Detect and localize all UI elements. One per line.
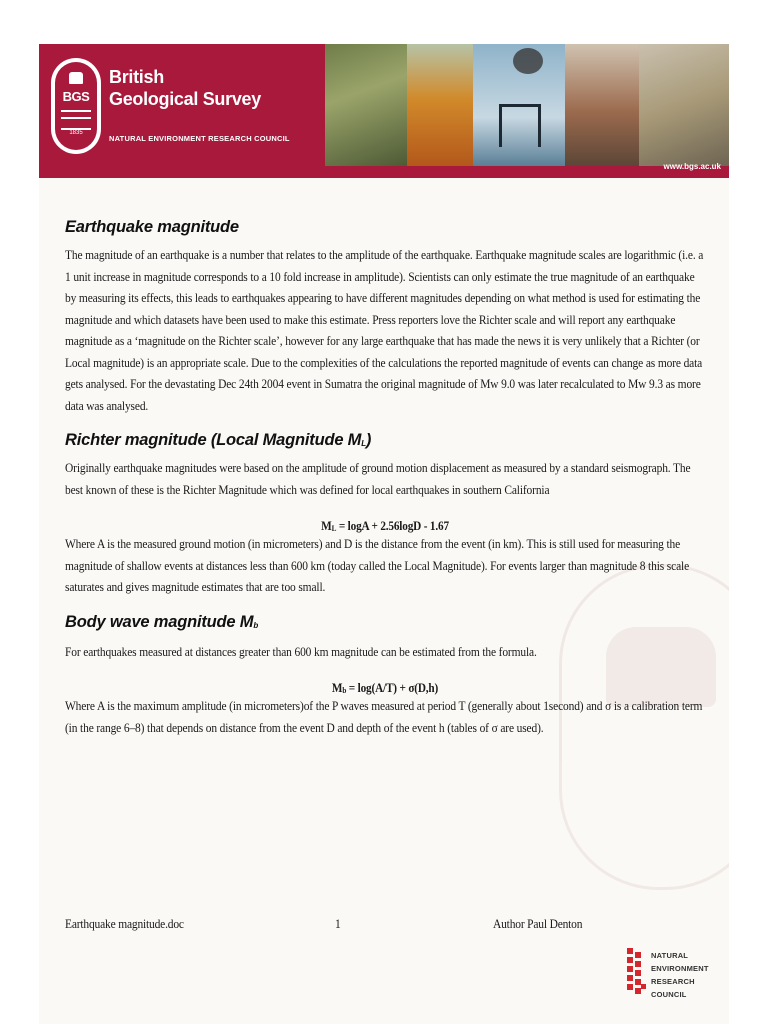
paragraph-richter-intro: Originally earthquake magnitudes were based on the amplitude of ground motion displacement as measured by a standard seismograph. The best known of these is the Richter Magnitude which was defined for local earthquakes in southern California <box>65 461 691 497</box>
crown-icon <box>69 72 83 84</box>
paragraph-body-wave-explanation: Where A is the maximum amplitude (in micrometers)of the P waves measured at period T (generally about 1second) and σ is a calibration term (in the range 6–8) that depends on distance from the event D and depth of the event h (tables of σ are used). <box>65 699 703 735</box>
parent-organisation: NATURAL ENVIRONMENT RESEARCH COUNCIL <box>109 134 290 143</box>
formula-local-magnitude <box>97 519 673 534</box>
paragraph-earthquake-magnitude: The magnitude of an earthquake is a number that relates to the amplitude of the earthquake. Earthquake magnitude scales are logarithmic (i.e. a 1 unit increase in magnitude corresponds to a 10 fold increase in amplitude). Scientists can only estimate the true magnitude of an earthquake by measuring its effects, this leads to earthquakes appearing to have different magnitudes depending on what method is used for estimating the magnitude and which datasets have been used to make this estimate. Press reporters love the Richter scale and will report any earthquake magnitude as a ‘magnitude on the Richter scale’, however for any large earthquake that has made the news it is very unlikely that a Richter (or Local magnitude) is an appropriate scale. Due to the complexities of the calculations the reported magnitude of events can change as more data gets analysed. For the devastating Dec 24th 2004 event in Sumatra the original magnitude of Mw 9.0 was later recalculated to Mw 9.3 as more data was analysed. <box>65 248 704 413</box>
document-page <box>39 44 729 1024</box>
org-name-line2: Geological Survey <box>109 89 261 109</box>
logo-year: 1835 <box>69 130 83 136</box>
section-heading-body-wave <box>65 613 705 632</box>
section-heading-earthquake-magnitude: Earthquake magnitude <box>65 218 239 236</box>
formula-ml-subscript: L <box>331 524 337 533</box>
org-name-line1: British <box>109 67 164 87</box>
richter-heading-text: Richter magnitude (Local Magnitude M <box>65 431 362 449</box>
rock-photo <box>407 44 473 166</box>
section-heading-richter <box>65 431 705 450</box>
body-wave-heading-subscript: b <box>253 620 259 630</box>
geologist-photo <box>639 44 729 166</box>
logo-letters: BGS <box>62 89 90 104</box>
footer-author: Author Paul Denton <box>493 917 583 931</box>
nerc-line1: NATURAL <box>651 951 689 960</box>
richter-heading-subscript: L <box>361 439 366 448</box>
formula-body-wave-magnitude <box>97 681 673 696</box>
formula-mb-subscript: b <box>342 686 347 695</box>
body-wave-heading-text: Body wave magnitude M <box>65 612 254 631</box>
header-banner <box>39 44 729 178</box>
bgs-logo <box>51 58 101 154</box>
header-photo-strip <box>325 44 729 166</box>
paragraph-richter-explanation: Where A is the measured ground motion (in micrometers) and D is the distance from the event (in km). This is still used for measuring the magnitude of shallow events at distances less than 600 km (today called the Local Magnitude). For events larger than magnitude 8 this scale saturates and gives magnitude estimates that are too small. <box>65 537 690 594</box>
volcano-photo <box>565 44 639 166</box>
formula-ml-expression: = logA + 2.56logD - 1.67 <box>336 519 449 533</box>
nerc-line2: ENVIRONMENT <box>651 964 709 973</box>
formula-mb-expression: = log(A/T) + σ(D,h) <box>346 681 439 695</box>
oil-rig-photo <box>473 44 565 166</box>
formula-ml-symbol: M <box>321 519 332 533</box>
document-body <box>65 212 705 739</box>
nerc-mark-icon <box>625 948 647 998</box>
organisation-name <box>109 66 261 110</box>
richter-heading-close: ) <box>365 431 372 449</box>
paragraph-body-wave-intro: For earthquakes measured at distances greater than 600 km magnitude can be estimated from the formula. <box>65 644 537 659</box>
website-url: www.bgs.ac.uk <box>663 162 721 171</box>
footer-filename: Earthquake magnitude.doc <box>65 917 184 931</box>
nerc-logo <box>625 944 725 1000</box>
formula-mb-symbol: M <box>331 681 343 695</box>
nerc-wordmark <box>651 949 725 1001</box>
fieldwork-photo <box>325 44 407 166</box>
nerc-line3: RESEARCH COUNCIL <box>651 977 695 999</box>
waves-icon <box>61 110 91 130</box>
footer-page-number: 1 <box>335 917 341 931</box>
